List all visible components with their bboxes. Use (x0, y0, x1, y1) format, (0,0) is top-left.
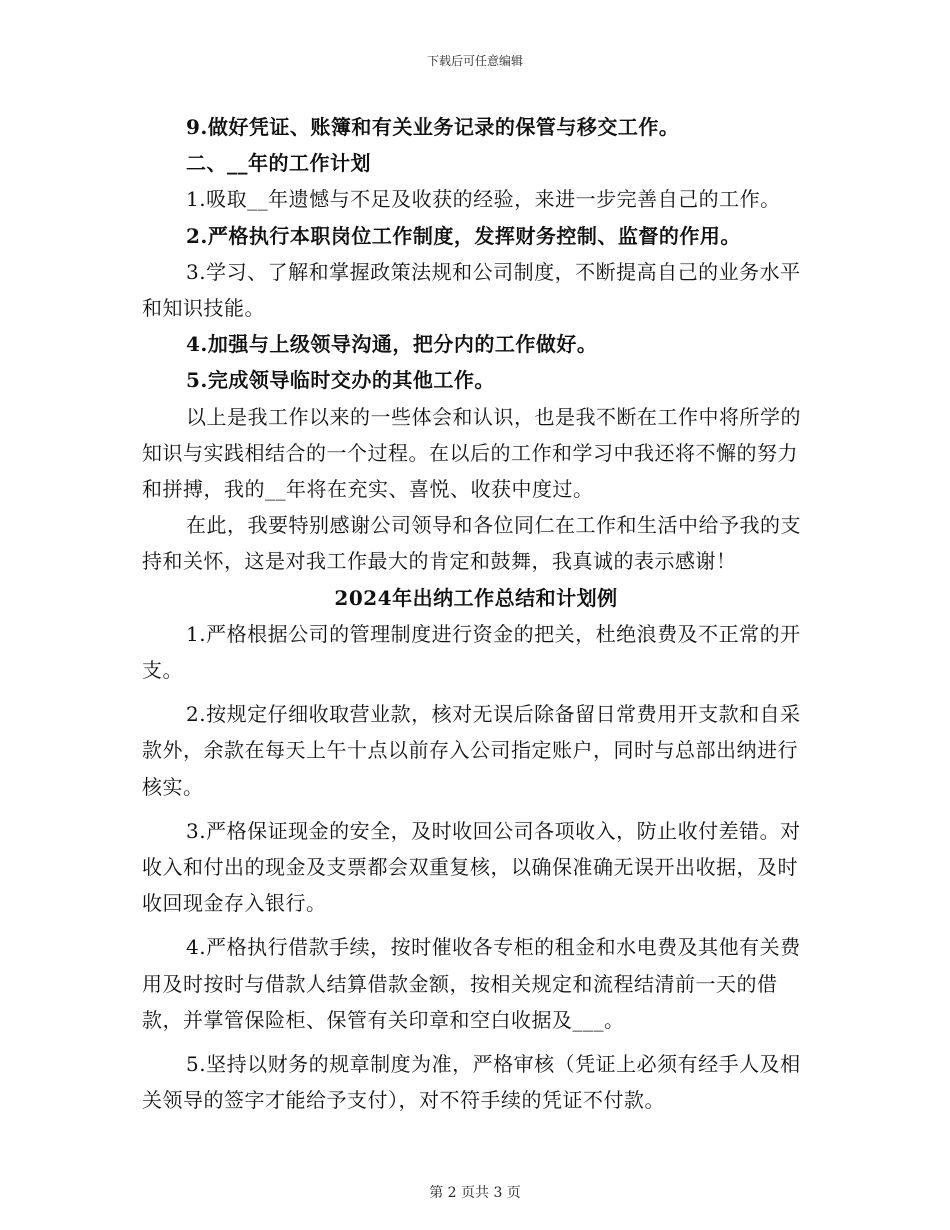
section-heading-plan: 二、__年的工作计划 (186, 151, 371, 176)
cashier-item-1: 1.严格根据公司的管理制度进行资金的把关，杜绝浪费及不正常的开支。 (142, 621, 801, 683)
cashier-item-3: 3.严格保证现金的安全，及时收回公司各项收入，防止收付差错。对收入和付出的现金及支票都会双重复核，以确保准确无误开出收据，及时收回现金存入银行。 (142, 818, 801, 916)
page-header: 下载后可任意编辑 (426, 54, 523, 68)
plan-item-5: 5.完成领导临时交办的其他工作。 (186, 368, 495, 393)
thanks-paragraph: 在此，我要特别感谢公司领导和各位同仁在工作和生活中给予我的支持和关怀，这是对我工作最大的肯定和鼓舞，我真诚的表示感谢！ (142, 513, 801, 574)
plan-item-4: 4.加强与上级领导沟通，把分内的工作做好。 (186, 332, 598, 357)
item-9: 9.做好凭证、账簿和有关业务记录的保管与移交工作。 (186, 115, 680, 139)
closing-paragraph: 以上是我工作以来的一些体会和认识，也是我不断在工作中将所学的知识与实践相结合的一个过程。在以后的工作和学习中我还将不懈的努力和拼搏，我的__年将在充实、喜悦、收获中度过。 (142, 404, 801, 502)
cashier-item-2: 2.按规定仔细收取营业款，核对无误后除备留日常费用开支款和自采款外，余款在每天上午十点以前存入公司指定账户，同时与总部出纳进行核实。 (142, 702, 801, 799)
plan-item-3: 3.学习、了解和掌握政策法规和公司制度，不断提高自己的业务水平和知识技能。 (142, 259, 801, 321)
page-footer: 第 2 页共 3 页 (429, 1185, 521, 1201)
cashier-item-4: 4.严格执行借款手续，按时催收各专柜的租金和水电费及其他有关费用及时按时与借款人结算借款金额，按相关规定和流程结清前一天的借款，并掌管保险柜、保管有关印章和空白收据及___。 (142, 935, 801, 1032)
plan-item-1: 1.吸取__年遗憾与不足及收获的经验，来进一步完善自己的工作。 (186, 187, 781, 212)
document-title: 2024年出纳工作总结和计划例 (334, 585, 618, 610)
plan-item-2: 2.严格执行本职岗位工作制度，发挥财务控制、监督的作用。 (186, 223, 741, 248)
cashier-item-5: 5.坚持以财务的规章制度为准，严格审核（凭证上必须有经手人及相关领导的签字才能给予支付），对不符手续的凭证不付款。 (142, 1052, 801, 1113)
document-body (142, 109, 810, 1118)
